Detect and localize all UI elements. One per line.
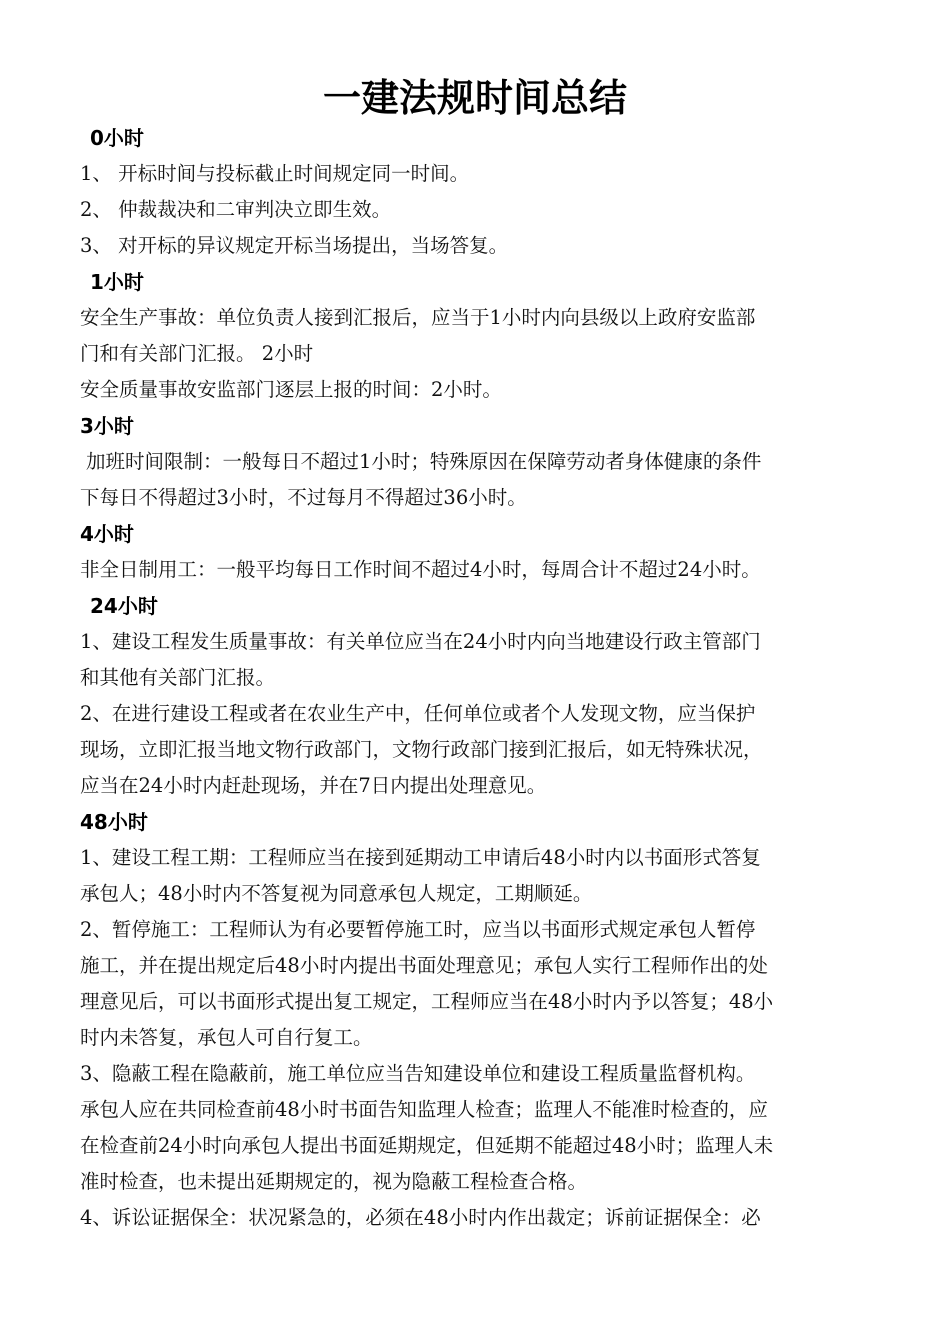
section-48h-line-2: 承包人；48小时内不答复视为同意承包人规定，工期顺延。 xyxy=(80,882,593,905)
section-heading-3h: 3小时 xyxy=(80,414,134,438)
section-4h-line-1: 非全日制用工：一般平均每日工作时间不超过4小时，每周合计不超过24小时。 xyxy=(80,558,761,581)
section-24h-line-3: 2、在进行建设工程或者在农业生产中，任何单位或者个人发现文物，应当保护 xyxy=(80,702,756,725)
section-24h-line-5: 应当在24小时内赶赴现场，并在7日内提出处理意见。 xyxy=(80,774,547,797)
section-1h-line-1: 安全生产事故：单位负责人接到汇报后，应当于1小时内向县级以上政府安监部 xyxy=(80,306,756,329)
section-48h-line-7: 3、隐蔽工程在隐蔽前，施工单位应当告知建设单位和建设工程质量监督机构。 xyxy=(80,1062,756,1085)
section-24h-line-1: 1、建设工程发生质量事故：有关单位应当在24小时内向当地建设行政主管部门 xyxy=(80,630,761,653)
section-heading-48h: 48小时 xyxy=(80,810,148,834)
section-0h-line-3: 3、 对开标的异议规定开标当场提出，当场答复。 xyxy=(80,234,509,257)
section-1h-line-2: 门和有关部门汇报。 2小时 xyxy=(80,342,314,365)
section-48h-line-10: 准时检查，也未提出延期规定的，视为隐蔽工程检查合格。 xyxy=(80,1170,588,1193)
section-48h-line-6: 时内未答复，承包人可自行复工。 xyxy=(80,1026,373,1049)
section-48h-line-4: 施工，并在提出规定后48小时内提出书面处理意见；承包人实行工程师作出的处 xyxy=(80,954,768,977)
section-48h-line-1: 1、建设工程工期：工程师应当在接到延期动工申请后48小时内以书面形式答复 xyxy=(80,846,761,869)
section-heading-4h: 4小时 xyxy=(80,522,134,546)
section-3h-line-2: 下每日不得超过3小时，不过每月不得超过36小时。 xyxy=(80,486,527,509)
section-48h-line-3: 2、暂停施工：工程师认为有必要暂停施工时，应当以书面形式规定承包人暂停 xyxy=(80,918,756,941)
section-48h-line-8: 承包人应在共同检查前48小时书面告知监理人检查；监理人不能准时检查的，应 xyxy=(80,1098,768,1121)
section-0h-line-1: 1、 开标时间与投标截止时间规定同一时间。 xyxy=(80,162,470,185)
section-48h-line-9: 在检查前24小时向承包人提出书面延期规定，但延期不能超过48小时；监理人未 xyxy=(80,1134,774,1157)
section-48h-line-11: 4、诉讼证据保全：状况紧急的，必须在48小时内作出裁定；诉前证据保全：必 xyxy=(80,1206,761,1229)
section-24h-line-2: 和其他有关部门汇报。 xyxy=(80,666,276,689)
document-body xyxy=(80,120,870,1236)
section-heading-0h: 0小时 xyxy=(90,126,144,150)
section-48h-line-5: 理意见后，可以书面形式提出复工规定，工程师应当在48小时内予以答复；48小 xyxy=(80,990,774,1013)
page-title: 一建法规时间总结 xyxy=(322,76,627,120)
section-1h-line-3: 安全质量事故安监部门逐层上报的时间：2小时。 xyxy=(80,378,502,401)
section-heading-1h: 1小时 xyxy=(90,270,144,294)
section-3h-line-1: 加班时间限制：一般每日不超过1小时；特殊原因在保障劳动者身体健康的条件 xyxy=(86,450,762,473)
section-heading-24h: 24小时 xyxy=(90,594,158,618)
section-24h-line-4: 现场，立即汇报当地文物行政部门，文物行政部门接到汇报后，如无特殊状况， xyxy=(80,738,763,761)
section-0h-line-2: 2、 仲裁裁决和二审判决立即生效。 xyxy=(80,198,392,221)
